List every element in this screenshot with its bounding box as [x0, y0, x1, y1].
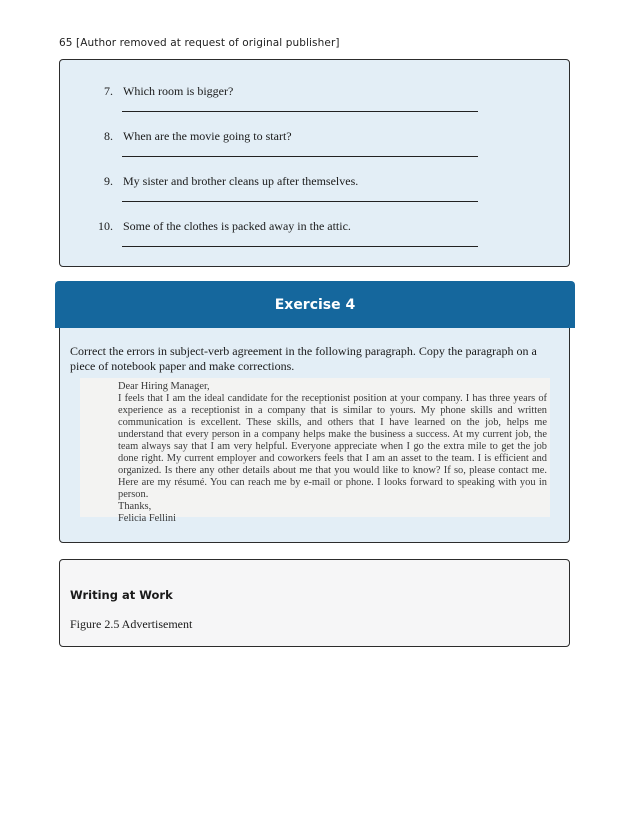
question-number: 7. — [104, 84, 113, 98]
letter-box — [80, 378, 550, 524]
question-text: Some of the clothes is packed away in the attic. — [123, 219, 351, 233]
running-header: 65 [Author removed at request of original publisher] — [59, 37, 340, 49]
figure-caption: Figure 2.5 Advertisement — [70, 617, 193, 631]
letter-body: I feels that I am the ideal candidate for the receptionist position at your company. I has three years of experience as a receptionist in a company that is similar to yours. My phone skills and written communication is excellent. These skills, and others that I have learned on the job, helps me understand that every person in a company helps make the business a success. At my current job, the team always say that I am very helpful. Everyone appreciate when I go the extra mile to get the job done right. My current employer and coworkers feels that I am an asset to the team. I is efficient and organized. Is there any other details about me that you would like to know? If so, please contact me. Here are my résumé. You can reach me by e-mail or phone. I looks forward to speaking with you in person. — [118, 393, 547, 500]
answer-line — [122, 201, 478, 202]
question-text: My sister and brother cleans up after themselves. — [123, 174, 359, 188]
questions-box — [59, 59, 570, 267]
letter-greeting: Dear Hiring Manager, — [118, 381, 210, 392]
question-number: 9. — [104, 174, 113, 188]
question-text: Which room is bigger? — [123, 84, 234, 98]
exercise-title: Exercise 4 — [55, 281, 575, 328]
answer-line — [122, 156, 478, 157]
writing-at-work-title: Writing at Work — [70, 588, 173, 602]
exercise-instructions: Correct the errors in subject-verb agreement in the following paragraph. Copy the paragraph on a piece of notebook paper and make corrections. — [70, 344, 537, 373]
answer-line — [122, 246, 478, 247]
answer-line — [122, 111, 478, 112]
letter-signature: Felicia Fellini — [118, 513, 177, 524]
letter-closing: Thanks, — [118, 501, 152, 512]
writing-at-work-box — [59, 559, 570, 647]
question-text: When are the movie going to start? — [123, 129, 292, 143]
question-number: 8. — [104, 129, 113, 143]
question-number: 10. — [98, 219, 113, 233]
